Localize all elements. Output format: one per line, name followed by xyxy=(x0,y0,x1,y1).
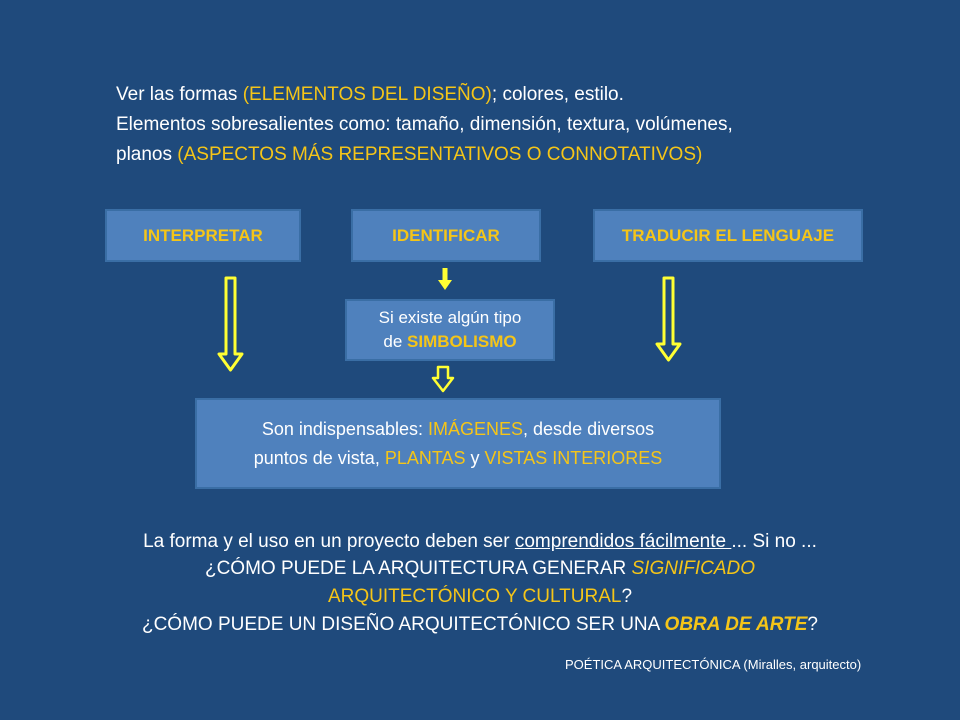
symbolism-line-2: de SIMBOLISMO xyxy=(383,332,517,351)
bottom-line-3: ARQUITECTÓNICO Y CULTURAL? xyxy=(327,586,633,607)
intro-line-2: Elementos sobresalientes como: tamaño, dimensión, textura, volúmenes, xyxy=(116,114,733,135)
bottom-line-2: ¿CÓMO PUEDE LA ARQUITECTURA GENERAR SIGNIFICADO xyxy=(204,558,756,579)
arrow-down-right-icon xyxy=(657,278,681,362)
intro-text xyxy=(116,80,916,170)
indispensables-line-1: Son indispensables: IMÁGENES, desde diversos xyxy=(261,418,655,439)
indispensables-box xyxy=(195,398,721,489)
identificar-box xyxy=(351,209,541,262)
traducir-label: TRADUCIR EL LENGUAJE xyxy=(621,225,835,245)
bottom-line-1: La forma y el uso en un proyecto deben ser comprendidos fácilmente ... Si no ... xyxy=(143,531,817,552)
arrow-down-small-icon xyxy=(438,268,452,290)
interpretar-box xyxy=(105,209,301,262)
interpretar-label: INTERPRETAR xyxy=(143,225,263,245)
intro-line-3: planos (ASPECTOS MÁS REPRESENTATIVOS O CONNOTATIVOS) xyxy=(116,144,703,165)
intro-line-1: Ver las formas (ELEMENTOS DEL DISEÑO); colores, estilo. xyxy=(116,84,624,105)
symbolism-line-1: Si existe algún tipo xyxy=(378,308,522,327)
bottom-line-4: ¿CÓMO PUEDE UN DISEÑO ARQUITECTÓNICO SER UNA OBRA DE ARTE? xyxy=(141,614,818,635)
indispensables-line-2: puntos de vista, PLANTAS y VISTAS INTERIORES xyxy=(253,447,663,468)
arrow-down-outline-icon xyxy=(432,366,454,392)
arrow-down-left-icon xyxy=(219,278,243,372)
symbolism-box xyxy=(345,299,555,361)
identificar-label: IDENTIFICAR xyxy=(392,225,500,245)
credit-text: POÉTICA ARQUITECTÓNICA (Miralles, arquitecto) xyxy=(565,657,862,672)
traducir-box xyxy=(593,209,863,262)
